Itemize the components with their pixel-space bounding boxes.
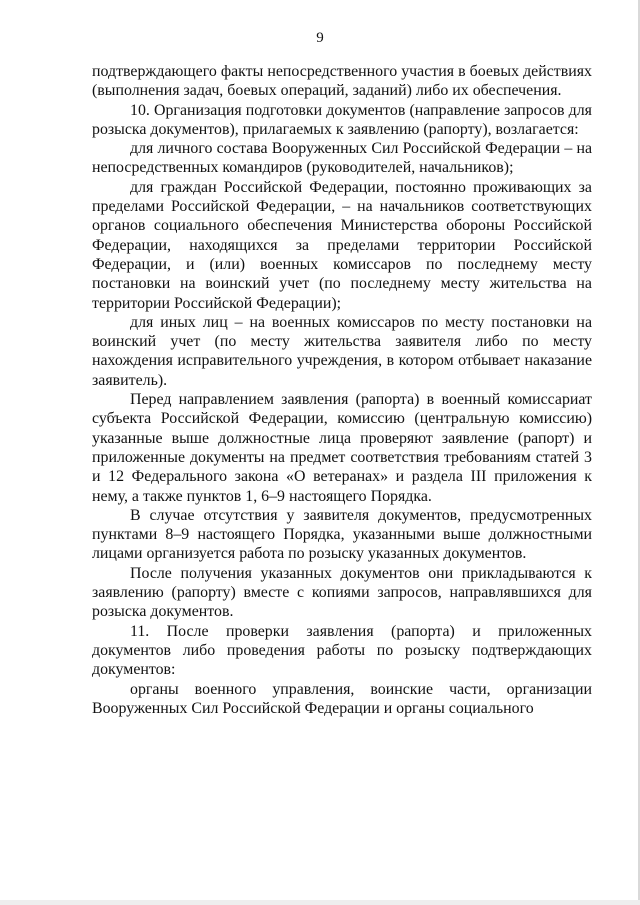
document-body [92, 62, 592, 718]
page-number: 9 [316, 30, 324, 46]
paragraph-after-receipt: После получения указанных документов они прикладываются к заявлению (рапорту) вместе с копиями запросов, направлявшихся для розыска документов. [92, 564, 592, 621]
paragraph-military-bodies: органы военного управления, воинские части, организации Вооруженных Сил Российской Федерации и органы социального [92, 680, 592, 717]
paragraph-citizens-abroad: для граждан Российской Федерации, постоянно проживающих за пределами Российской Федерации, – на начальников соответствующих органов социального обеспечения Министерства обороны Российской Федерации, находящихся за пределами территории Российской Федерации, и (или) военных комиссаров по последнему месту постановки на воинский учет (по последнему месту жительства на территории Российской Федерации); [92, 178, 592, 312]
paragraph-missing-documents: В случае отсутствия у заявителя документов, предусмотренных пунктами 8–9 настоящего Порядка, указанными выше должностными лицами организуется работа по розыску указанных документов. [92, 506, 592, 563]
paragraph-item-10: 10. Организация подготовки документов (направление запросов для розыска документов), прилагаемых к заявлению (рапорту), возлагается: [92, 101, 592, 138]
scan-bottom-edge [0, 900, 640, 905]
paragraph-item-11: 11. После проверки заявления (рапорта) и приложенных документов либо проведения работы по розыску подтверждающих документов: [92, 622, 592, 679]
paragraph-verification: Перед направлением заявления (рапорта) в военный комиссариат субъекта Российской Федерации, комиссию (центральную комиссию) указанные выше должностные лица проверяют заявление (рапорт) и приложенные документы на предмет соответствия требованиям статей 3 и 12 Федерального закона «О ветеранах» и раздела III приложения к нему, а также пунктов 1, 6–9 настоящего Порядка. [92, 391, 592, 505]
paragraph-other-persons: для иных лиц – на военных комиссаров по месту постановки на воинский учет (по месту жительства заявителя либо по месту нахождения исправительного учреждения, в котором отбывает наказание заявитель). [92, 313, 592, 389]
paragraph-armed-forces: для личного состава Вооруженных Сил Российской Федерации – на непосредственных командиров (руководителей, начальников); [92, 140, 592, 177]
paragraph-continuation: подтверждающего факты непосредственного участия в боевых действиях (выполнения задач, боевых операций, заданий) либо их обеспечения. [92, 63, 592, 100]
